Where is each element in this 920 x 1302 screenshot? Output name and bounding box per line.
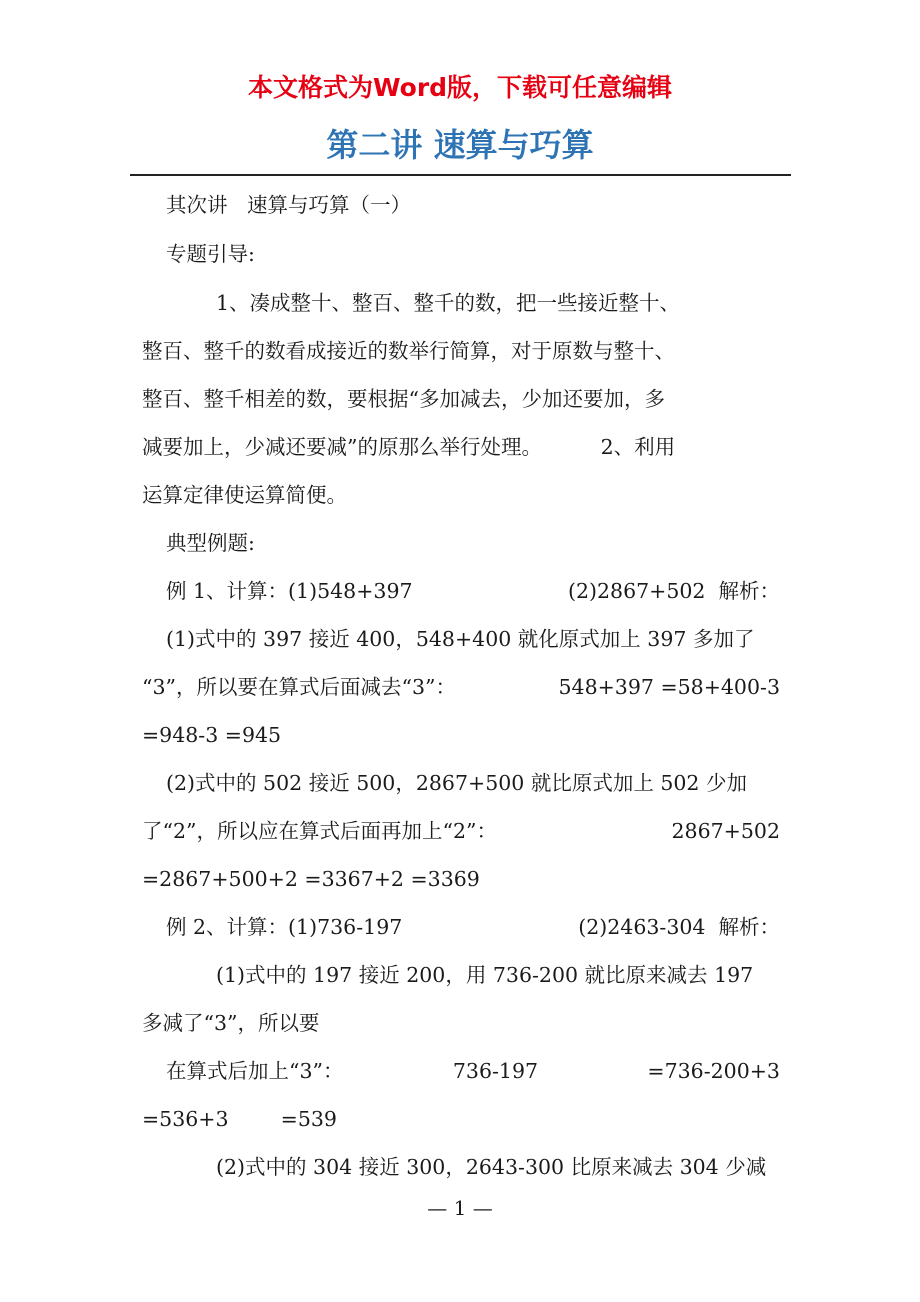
example-1-calc-line xyxy=(142,667,780,707)
page-number: — 1 — xyxy=(427,1196,493,1220)
formula: 736-197 xyxy=(452,1059,539,1083)
body-line: 整百、整千相差的数，要根据“多加减去，少加还要加，多 xyxy=(142,387,665,411)
body-line: (2)式中的 304 接近 300，2643-300 比原来减去 304 少减 xyxy=(216,1155,767,1179)
example-1-header xyxy=(166,571,780,611)
example-1b-calc-line xyxy=(142,811,780,851)
body-line: (1)式中的 197 接近 200，用 736-200 就比原来减去 197 xyxy=(216,963,754,987)
topic-guide-label: 专题引导: xyxy=(166,242,255,266)
formula-line: =536+3 =539 xyxy=(142,1107,337,1131)
formula-line: =948-3 =945 xyxy=(142,723,282,747)
example-2-question: 例 2、计算：(1)736-197 xyxy=(166,915,403,939)
title-divider xyxy=(130,174,791,176)
formula: 548+397 =58+400-3 xyxy=(558,675,780,699)
body-text: 了“2”，所以应在算式后面再加上“2”： xyxy=(142,819,498,843)
section-heading: 其次讲 速算与巧算（一） xyxy=(166,193,412,217)
example-2-part2: (2)2463-304 解析： xyxy=(578,915,780,939)
body-line: 1、凑成整十、整百、整千的数，把一些接近整十、 xyxy=(216,291,681,315)
body-line: 减要加上，少减还要减”的原那么举行处理。 2、利用 xyxy=(142,435,676,459)
examples-label: 典型例题: xyxy=(166,531,255,555)
body-text: “3”，所以要在算式后面减去“3”： xyxy=(142,675,457,699)
formula: 2867+502 xyxy=(671,819,780,843)
example-2-header xyxy=(166,907,780,947)
body-line: 运算定律使运算简便。 xyxy=(142,483,347,507)
download-banner: 本文格式为Word版，下载可任意编辑 xyxy=(247,73,673,102)
page-title: 第二讲 速算与巧算 xyxy=(326,126,594,164)
body-line: 整百、整千的数看成接近的数举行简算，对于原数与整十、 xyxy=(142,339,675,363)
body-line: (1)式中的 397 接近 400，548+400 就化原式加上 397 多加了 xyxy=(166,627,755,651)
body-text: 在算式后加上“3”： xyxy=(166,1059,344,1083)
formula-line: =2867+500+2 =3367+2 =3369 xyxy=(142,867,480,891)
body-line: (2)式中的 502 接近 500，2867+500 就比原式加上 502 少加 xyxy=(166,771,747,795)
example-1-part2: (2)2867+502 解析： xyxy=(567,579,780,603)
body-line: 多减了“3”，所以要 xyxy=(142,1011,320,1035)
example-2-calc-line xyxy=(166,1051,780,1091)
example-1-question: 例 1、计算：(1)548+397 xyxy=(166,579,413,603)
formula: =736-200+3 xyxy=(647,1059,780,1083)
